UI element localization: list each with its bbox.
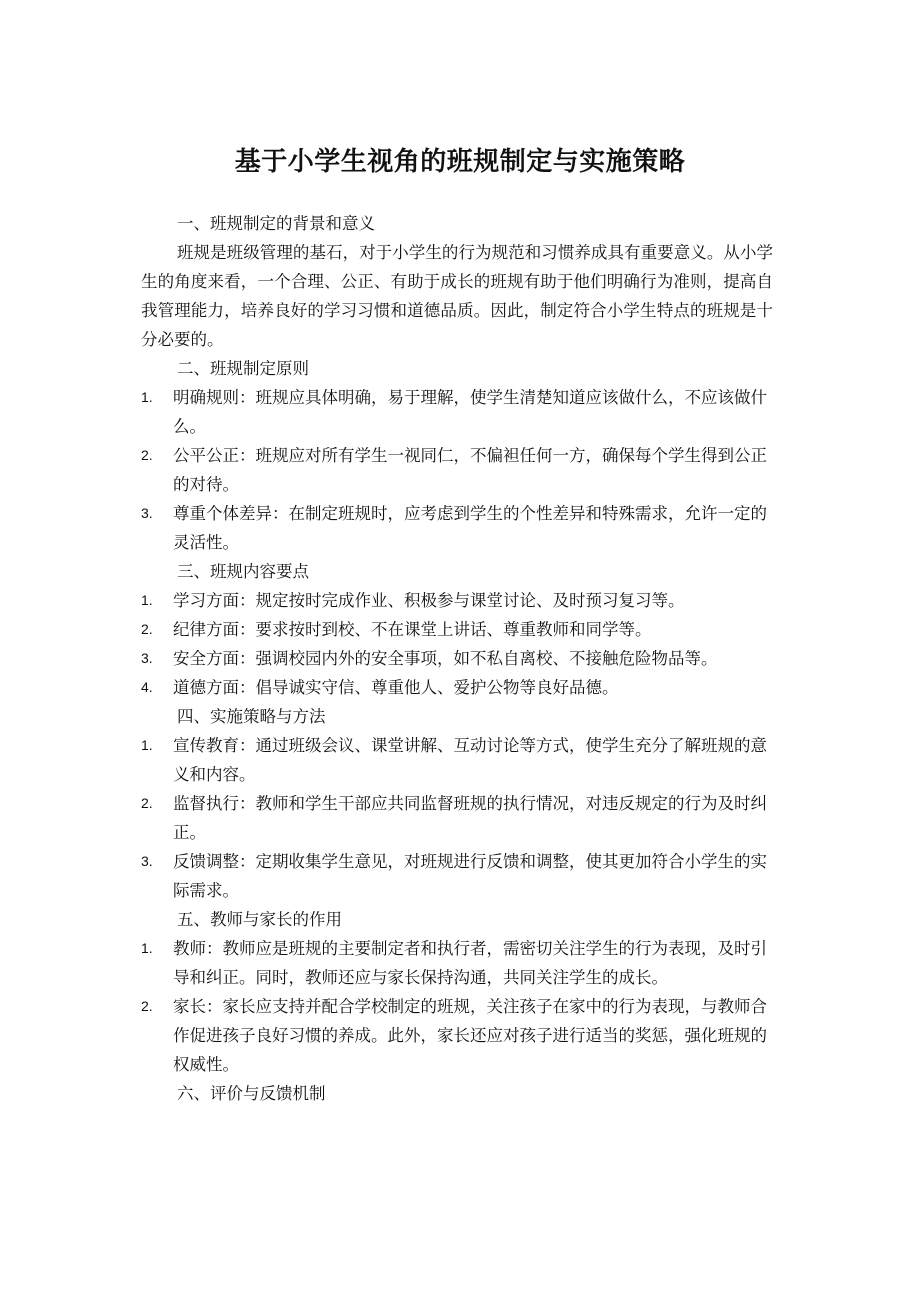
list-item [141,615,773,644]
strategies-list [141,731,773,905]
list-item [141,992,773,1079]
list-item-text: 学习方面：规定按时完成作业、积极参与课堂讨论、及时预习复习等。 [173,591,685,610]
list-number: 3. [141,650,153,666]
section-heading: 二、班规制定原则 [177,359,309,378]
list-item [141,789,773,847]
list-item-text: 纪律方面：要求按时到校、不在课堂上讲话、尊重教师和同学等。 [173,620,652,639]
list-item-text: 宣传教育：通过班级会议、课堂讲解、互动讨论等方式，使学生充分了解班规的意义和内容。 [173,736,767,784]
content-points-list [141,586,773,702]
section-strategies [141,702,773,905]
list-item-text: 明确规则：班规应具体明确，易于理解，使学生清楚知道应该做什么，不应该做什么。 [173,388,767,436]
list-item [141,586,773,615]
list-number: 2. [141,795,153,811]
list-number: 4. [141,679,153,695]
section-paragraph: 班规是班级管理的基石，对于小学生的行为规范和习惯养成具有重要意义。从小学生的角度来看，一个合理、公正、有助于成长的班规有助于他们明确行为准则，提高自我管理能力，培养良好的学习习惯和道德品质。因此，制定符合小学生特点的班规是十分必要的。 [141,243,773,349]
section-heading: 五、教师与家长的作用 [177,910,342,929]
section-heading: 一、班规制定的背景和意义 [177,214,375,233]
list-number: 1. [141,389,153,405]
document-title: 基于小学生视角的班规制定与实施策略 [234,147,686,177]
list-item [141,383,773,441]
section-background [141,209,773,354]
list-item [141,441,773,499]
section-principles [141,354,773,557]
list-number: 3. [141,853,153,869]
section-roles [141,905,773,1079]
list-item [141,731,773,789]
list-item [141,499,773,557]
document-body [141,209,773,1108]
list-item-text: 教师：教师应是班规的主要制定者和执行者，需密切关注学生的行为表现，及时引导和纠正。同时，教师还应与家长保持沟通，共同关注学生的成长。 [173,939,767,987]
section-heading: 四、实施策略与方法 [177,707,326,726]
list-item-text: 监督执行：教师和学生干部应共同监督班规的执行情况，对违反规定的行为及时纠正。 [173,794,767,842]
principles-list [141,383,773,557]
list-number: 3. [141,505,153,521]
list-number: 1. [141,592,153,608]
list-number: 1. [141,737,153,753]
roles-list [141,934,773,1079]
list-item-text: 尊重个体差异：在制定班规时，应考虑到学生的个性差异和特殊需求，允许一定的灵活性。 [173,504,767,552]
list-item-text: 道德方面：倡导诚实守信、尊重他人、爱护公物等良好品德。 [173,678,619,697]
section-heading: 三、班规内容要点 [177,562,309,581]
list-item-text: 反馈调整：定期收集学生意见，对班规进行反馈和调整，使其更加符合小学生的实际需求。 [173,852,767,900]
list-item-text: 公平公正：班规应对所有学生一视同仁，不偏袒任何一方，确保每个学生得到公正的对待。 [173,446,767,494]
list-number: 2. [141,447,153,463]
list-number: 1. [141,940,153,956]
section-content-points [141,557,773,702]
list-number: 2. [141,998,153,1014]
list-item [141,644,773,673]
section-heading: 六、评价与反馈机制 [177,1084,326,1103]
list-item-text: 家长：家长应支持并配合学校制定的班规，关注孩子在家中的行为表现，与教师合作促进孩子良好习惯的养成。此外，家长还应对孩子进行适当的奖惩，强化班规的权威性。 [173,997,767,1074]
list-item [141,934,773,992]
list-item-text: 安全方面：强调校园内外的安全事项，如不私自离校、不接触危险物品等。 [173,649,718,668]
list-number: 2. [141,621,153,637]
list-item [141,673,773,702]
section-evaluation [141,1079,773,1108]
list-item [141,847,773,905]
